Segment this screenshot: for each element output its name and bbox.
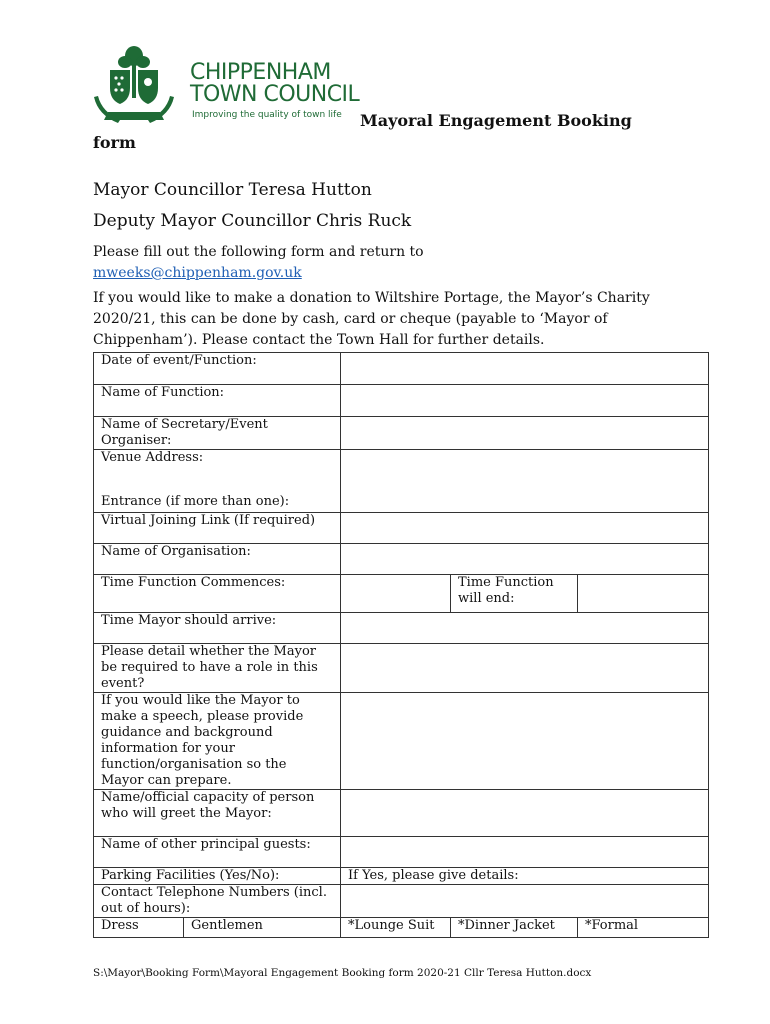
council-name-line1: CHIPPENHAM <box>190 60 331 85</box>
mayor-name: Mayor Councillor Teresa Hutton <box>93 180 372 200</box>
input-greeter[interactable] <box>341 790 709 837</box>
input-guests[interactable] <box>341 837 709 868</box>
label-entrance: Entrance (if more than one): <box>101 494 290 509</box>
label-time-commences: Time Function Commences: <box>94 575 341 613</box>
label-date: Date of event/Function: <box>94 353 341 385</box>
option-formal[interactable]: *Formal <box>578 918 709 938</box>
deputy-mayor-name: Deputy Mayor Councillor Chris Ruck <box>93 211 412 231</box>
label-time-end: Time Function will end: <box>451 575 578 613</box>
input-role[interactable] <box>341 644 709 693</box>
instructions <box>93 242 693 284</box>
file-path-footer: S:\Mayor\Booking Form\Mayoral Engagement Booking form 2020-21 Cllr Teresa Hutton.docx <box>93 967 592 979</box>
council-name <box>190 62 359 106</box>
label-venue-address: Venue Address: <box>101 450 204 465</box>
booking-form-table <box>93 352 709 938</box>
option-dinner-jacket[interactable]: *Dinner Jacket <box>451 918 578 938</box>
label-function-name: Name of Function: <box>94 385 341 417</box>
page-title-continued: form <box>93 133 136 152</box>
label-role: Please detail whether the Mayor be required to have a role in this event? <box>94 644 341 693</box>
page-title: Mayoral Engagement Booking <box>360 111 632 130</box>
label-virtual-link: Virtual Joining Link (If required) <box>94 513 341 544</box>
label-dress: Dress <box>94 918 184 938</box>
input-time-arrive[interactable] <box>341 613 709 644</box>
input-venue[interactable] <box>341 450 709 513</box>
input-function-name[interactable] <box>341 385 709 417</box>
label-guests: Name of other principal guests: <box>94 837 341 868</box>
input-contact[interactable] <box>341 885 709 918</box>
label-contact: Contact Telephone Numbers (incl. out of hours): <box>94 885 341 918</box>
label-secretary: Name of Secretary/Event Organiser: <box>94 417 341 450</box>
input-time-end[interactable] <box>578 575 709 613</box>
label-greeter: Name/official capacity of person who will greet the Mayor: <box>94 790 341 837</box>
label-gentlemen: Gentlemen <box>184 918 341 938</box>
input-virtual-link[interactable] <box>341 513 709 544</box>
label-speech: If you would like the Mayor to make a speech, please provide guidance and background information for your function/organisation so the Mayor can prepare. <box>94 693 341 790</box>
label-venue <box>94 450 341 513</box>
label-parking: Parking Facilities (Yes/No): <box>94 868 341 885</box>
label-time-arrive: Time Mayor should arrive: <box>94 613 341 644</box>
council-name-line2: TOWN COUNCIL <box>190 82 360 107</box>
town-crest-icon <box>92 42 176 128</box>
email-link[interactable]: mweeks@chippenham.gov.uk <box>93 265 302 281</box>
donation-paragraph: If you would like to make a donation to Wiltshire Portage, the Mayor’s Charity 2020/21, this can be done by cash, card or cheque (payable to ‘Mayor of Chippenham’). Please contact the Town Hall for further details. <box>93 290 650 348</box>
input-secretary[interactable] <box>341 417 709 450</box>
input-speech[interactable] <box>341 693 709 790</box>
instructions-text: Please fill out the following form and return to <box>93 244 424 260</box>
label-organisation: Name of Organisation: <box>94 544 341 575</box>
council-tagline: Improving the quality of town life <box>192 110 342 120</box>
label-parking-details[interactable]: If Yes, please give details: <box>341 868 709 885</box>
input-organisation[interactable] <box>341 544 709 575</box>
input-time-commences[interactable] <box>341 575 451 613</box>
option-lounge-suit[interactable]: *Lounge Suit <box>341 918 451 938</box>
input-date[interactable] <box>341 353 709 385</box>
